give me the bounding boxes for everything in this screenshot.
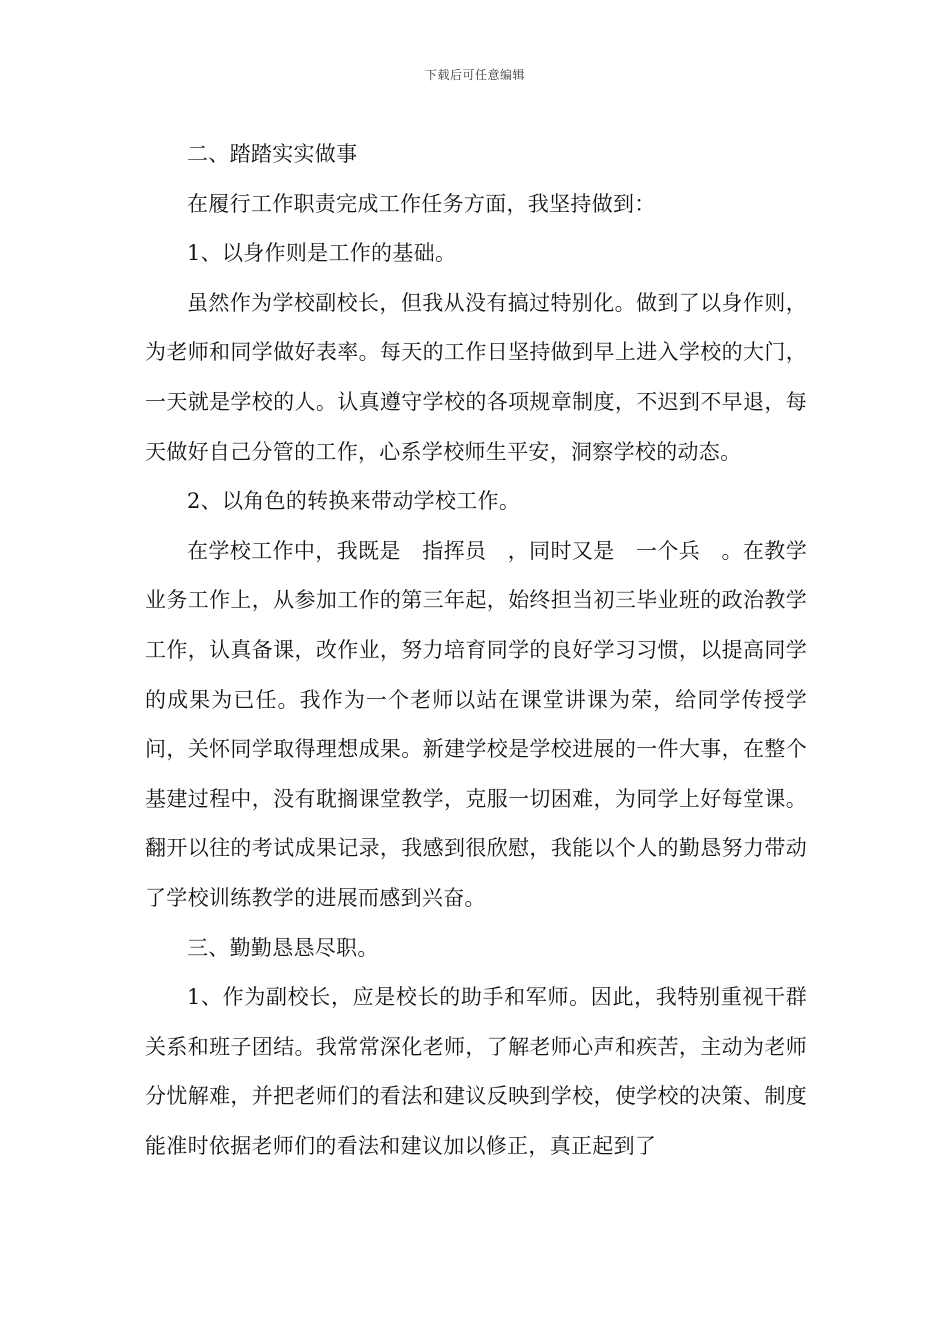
section-heading-2: 二、踏踏实实做事 bbox=[187, 142, 358, 166]
paragraph-assistant-role: 1、作为副校长，应是校长的助手和军师。因此，我特别重视干群关系和班子团结。我常常深化老师，了解老师心声和疾苦，主动为老师分忧解难，并把老师们的看法和建议反映到学校，使学校的决策、制度能准时依据老师们的看法和建议加以修正，真正起到了 bbox=[145, 985, 807, 1158]
subheading-1: 1、以身作则是工作的基础。 bbox=[187, 241, 457, 266]
section-heading-3: 三、勤勤恳恳尽职。 bbox=[187, 935, 379, 960]
subheading-2: 2、以角色的转换来带动学校工作。 bbox=[187, 489, 521, 514]
paragraph-role-change: 在学校工作中，我既是 指挥员 ，同时又是 一个兵 。在教学业务工作上，从参加工作的第三年起，始终担当初三毕业班的政治教学工作，认真备课，改作业，努力培育同学的良好学习习惯，以提高同学的成果为已任。我作为一个老师以站在课堂讲课为荣，给同学传授学问，关怀同学取得理想成果。新建学校是学校进展的一件大事，在整个基建过程中，没有耽搁课堂教学，克服一切困难，为同学上好每堂课。翻开以往的考试成果记录，我感到很欣慰，我能以个人的勤恳努力带动了学校训练教学的进展而感到兴奋。 bbox=[145, 538, 807, 910]
paragraph-intro: 在履行工作职责完成工作任务方面，我坚持做到： bbox=[187, 191, 656, 216]
document-body bbox=[145, 130, 807, 1171]
page-header: 下载后可任意编辑 bbox=[424, 68, 525, 82]
paragraph-lead-by-example: 虽然作为学校副校长，但我从没有搞过特别化。做到了以身作则，为老师和同学做好表率。每天的工作日坚持做到早上进入学校的大门，一天就是学校的人。认真遵守学校的各项规章制度，不迟到不早退，每天做好自己分管的工作，心系学校师生平安，洞察学校的动态。 bbox=[145, 290, 807, 464]
